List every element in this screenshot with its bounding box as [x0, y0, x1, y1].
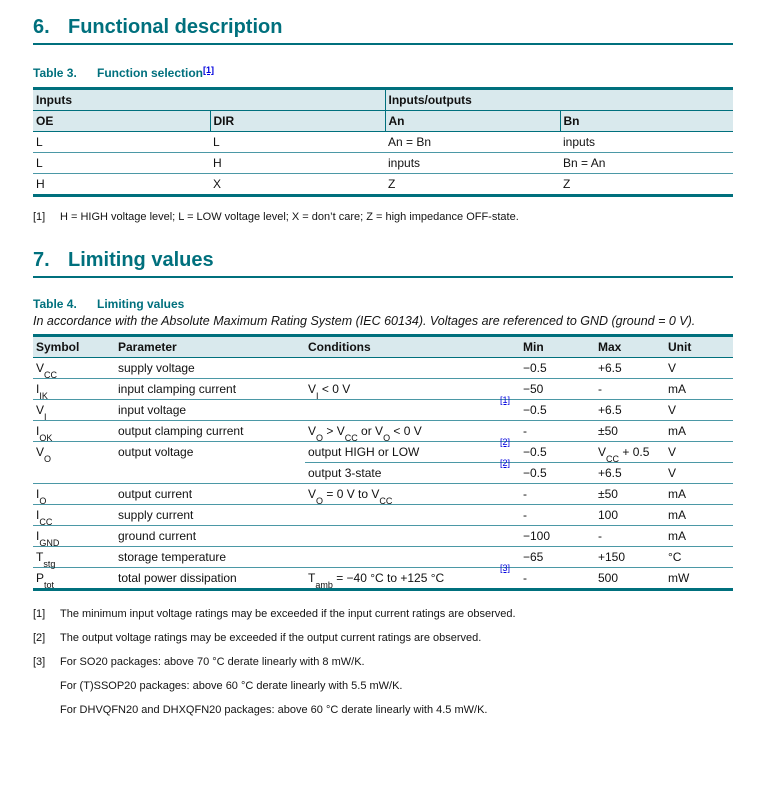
table-row	[33, 379, 733, 400]
footnote-line: H = HIGH voltage level; L = LOW voltage level; X = don’t care; Z = high impedance OFF-state.	[60, 211, 519, 223]
t4-cell-unit: mA	[665, 379, 733, 400]
table3-header-bn: Bn	[560, 111, 733, 132]
footnote	[33, 210, 733, 224]
t3-cell-bn: inputs	[560, 132, 733, 153]
footnote	[33, 631, 733, 645]
table-row	[33, 442, 733, 463]
table-row	[33, 568, 733, 590]
t4-cell-max: +6.5	[595, 400, 665, 421]
t4-cell-parameter: ground current	[115, 526, 305, 547]
t4-cell-symbol: $V_{CC}$	[33, 358, 115, 379]
section-6-rule	[33, 43, 733, 45]
t3-cell-oe: L	[33, 132, 210, 153]
table3-column-header-row	[33, 111, 733, 132]
t3-cell-an: Z	[385, 174, 560, 196]
t4-cell-min	[497, 379, 595, 400]
t4-cell-symbol: $V_O$	[33, 442, 115, 484]
t4-cell-max: 100	[595, 505, 665, 526]
t4-cell-conditions: $T_{amb} = -40$ °C to +125 °C	[305, 568, 497, 590]
t4-cell-min	[497, 547, 595, 568]
min-value: -	[523, 571, 527, 585]
footnote-text	[60, 631, 733, 645]
min-value: −0.5	[523, 445, 547, 459]
t4-cell-min	[497, 505, 595, 526]
min-value: -	[523, 424, 527, 438]
min-value: −0.5	[523, 361, 547, 375]
t3-cell-bn: Z	[560, 174, 733, 196]
table3-header-oe: OE	[33, 111, 210, 132]
table3-footnote-ref-link[interactable]: [1]	[203, 65, 215, 75]
footnote-line: The minimum input voltage ratings may be exceeded if the input current ratings are observed.	[60, 608, 516, 620]
table3-footnotes	[33, 210, 733, 224]
table3-group-header-inputs: Inputs	[33, 89, 385, 111]
t4-cell-conditions	[305, 505, 497, 526]
footnote	[33, 655, 733, 717]
table4-caption-label: Table 4.	[33, 297, 77, 311]
t4-cell-unit: mW	[665, 568, 733, 590]
t4-cell-conditions: $V_O > V_{CC}$ or $V_O < 0$ V	[305, 421, 497, 442]
t4-cell-symbol: $I_{GND}$	[33, 526, 115, 547]
table4-header-unit: Unit	[665, 336, 733, 358]
footnote-id: [1]	[33, 211, 46, 223]
footnote-text	[60, 607, 733, 621]
t4-cell-conditions: output HIGH or LOW	[305, 442, 497, 463]
t4-cell-parameter: input clamping current	[115, 379, 305, 400]
t3-cell-an: An = Bn	[385, 132, 560, 153]
table4-header-max: Max	[595, 336, 665, 358]
t4-cell-parameter: output voltage	[115, 442, 305, 484]
t4-cell-parameter: output clamping current	[115, 421, 305, 442]
t4-cell-unit: mA	[665, 526, 733, 547]
t4-cell-symbol: $P_{tot}$	[33, 568, 115, 590]
t3-cell-dir: X	[210, 174, 385, 196]
t4-cell-min	[497, 526, 595, 547]
table-row	[33, 358, 733, 379]
section-7-heading	[33, 248, 733, 272]
footnote-id: [3]	[33, 656, 46, 668]
t4-cell-max: +6.5	[595, 358, 665, 379]
t4-cell-symbol: $I_{CC}$	[33, 505, 115, 526]
t4-cell-unit: mA	[665, 484, 733, 505]
min-value: −65	[523, 550, 544, 564]
t4-cell-parameter: output current	[115, 484, 305, 505]
footnote-line: For DHVQFN20 and DHXQFN20 packages: above 60 °C derate linearly with 4.5 mW/K.	[60, 704, 488, 716]
t4-cell-max: ±50	[595, 484, 665, 505]
footnote-line: For (T)SSOP20 packages: above 60 °C derate linearly with 5.5 mW/K.	[60, 680, 403, 692]
table4-subtitle: In accordance with the Absolute Maximum Rating System (IEC 60134). Voltages are referenced to GND (ground = 0 V).	[33, 314, 696, 328]
min-value: −100	[523, 529, 551, 543]
t4-cell-conditions: $V_O = 0$ V to $V_{CC}$	[305, 484, 497, 505]
t4-cell-conditions	[305, 400, 497, 421]
footnote-text	[60, 655, 733, 717]
t4-cell-parameter: total power dissipation	[115, 568, 305, 590]
t4-cell-conditions	[305, 526, 497, 547]
section-6-heading	[33, 15, 733, 39]
table3-group-header-inputs-outputs: Inputs/outputs	[385, 89, 733, 111]
table-row	[33, 153, 733, 174]
t4-cell-min	[497, 484, 595, 505]
table3-caption-title	[97, 66, 214, 81]
table4-caption-title: Limiting values	[97, 297, 185, 311]
t4-cell-min: [2] −0.5	[497, 463, 595, 484]
t3-cell-bn: Bn = An	[560, 153, 733, 174]
t4-cell-conditions: $V_I < 0$ V	[305, 379, 497, 400]
section-6-number: 6.	[33, 16, 50, 38]
t4-cell-max: -	[595, 526, 665, 547]
t4-cell-max: -	[595, 379, 665, 400]
page-content	[33, 0, 733, 717]
t4-cell-unit: °C	[665, 547, 733, 568]
section-6-title: Functional description	[68, 16, 283, 38]
table4-footnotes	[33, 607, 733, 717]
t4-cell-parameter: supply voltage	[115, 358, 305, 379]
t4-cell-unit: mA	[665, 505, 733, 526]
table-row	[33, 547, 733, 568]
table4-header-min: Min	[497, 336, 595, 358]
table4-header-conditions: Conditions	[305, 336, 497, 358]
section-7-number: 7.	[33, 249, 50, 271]
table4-header-row	[33, 336, 733, 358]
t4-cell-min	[497, 358, 595, 379]
t4-cell-max: ±50	[595, 421, 665, 442]
table-row	[33, 400, 733, 421]
min-value: −0.5	[523, 403, 547, 417]
footnote-id: [2]	[33, 632, 46, 644]
t3-cell-dir: H	[210, 153, 385, 174]
t4-cell-min: [2] −0.5	[497, 442, 595, 463]
section-7-title: Limiting values	[68, 249, 214, 271]
t4-cell-max: +150	[595, 547, 665, 568]
table-row	[33, 421, 733, 442]
t4-cell-symbol: $I_{IK}$	[33, 379, 115, 400]
table3-group-header-row	[33, 89, 733, 111]
t4-cell-unit: V	[665, 463, 733, 484]
table4-header-symbol: Symbol	[33, 336, 115, 358]
t4-cell-min: [1] −0.5	[497, 400, 595, 421]
t4-cell-parameter: supply current	[115, 505, 305, 526]
table3-caption-text: Function selection	[97, 66, 204, 80]
table4-header-parameter: Parameter	[115, 336, 305, 358]
table3-caption-label: Table 3.	[33, 66, 77, 80]
t4-cell-unit: V	[665, 442, 733, 463]
table3-header-dir: DIR	[210, 111, 385, 132]
function-selection-table	[33, 87, 733, 197]
footnote	[33, 607, 733, 621]
table-row	[33, 484, 733, 505]
table-row	[33, 174, 733, 196]
t4-cell-symbol: $V_I$	[33, 400, 115, 421]
footnote-id: [1]	[33, 608, 46, 620]
t4-cell-conditions	[305, 358, 497, 379]
t3-cell-dir: L	[210, 132, 385, 153]
t4-cell-max: +6.5	[595, 463, 665, 484]
table-row	[33, 526, 733, 547]
footnote-text	[60, 210, 733, 224]
t3-cell-an: inputs	[385, 153, 560, 174]
t4-cell-parameter: input voltage	[115, 400, 305, 421]
limiting-values-table	[33, 334, 733, 591]
t3-cell-oe: H	[33, 174, 210, 196]
t4-cell-parameter: storage temperature	[115, 547, 305, 568]
t4-cell-symbol: $I_O$	[33, 484, 115, 505]
min-value: −0.5	[523, 466, 547, 480]
min-value: −50	[523, 382, 544, 396]
t3-cell-oe: L	[33, 153, 210, 174]
table3-header-an: An	[385, 111, 560, 132]
t4-cell-symbol: $T_{stg}$	[33, 547, 115, 568]
t4-cell-conditions	[305, 547, 497, 568]
footnote-line: For SO20 packages: above 70 °C derate linearly with 8 mW/K.	[60, 656, 365, 668]
min-value: -	[523, 508, 527, 522]
t4-cell-max: $V_{CC} + 0.5$	[595, 442, 665, 463]
min-value: -	[523, 487, 527, 501]
t4-cell-unit: V	[665, 400, 733, 421]
t4-cell-conditions: output 3-state	[305, 463, 497, 484]
table4-caption	[33, 297, 733, 312]
t4-cell-unit: V	[665, 358, 733, 379]
t4-cell-max: 500	[595, 568, 665, 590]
table-row	[33, 505, 733, 526]
table3-caption	[33, 66, 733, 81]
footnote-line: The output voltage ratings may be exceeded if the output current ratings are observed.	[60, 632, 482, 644]
section-7-rule	[33, 276, 733, 278]
table-row	[33, 132, 733, 153]
t4-cell-min: [3] -	[497, 568, 595, 590]
t4-cell-min	[497, 421, 595, 442]
t4-cell-symbol: $I_{OK}$	[33, 421, 115, 442]
t4-cell-unit: mA	[665, 421, 733, 442]
